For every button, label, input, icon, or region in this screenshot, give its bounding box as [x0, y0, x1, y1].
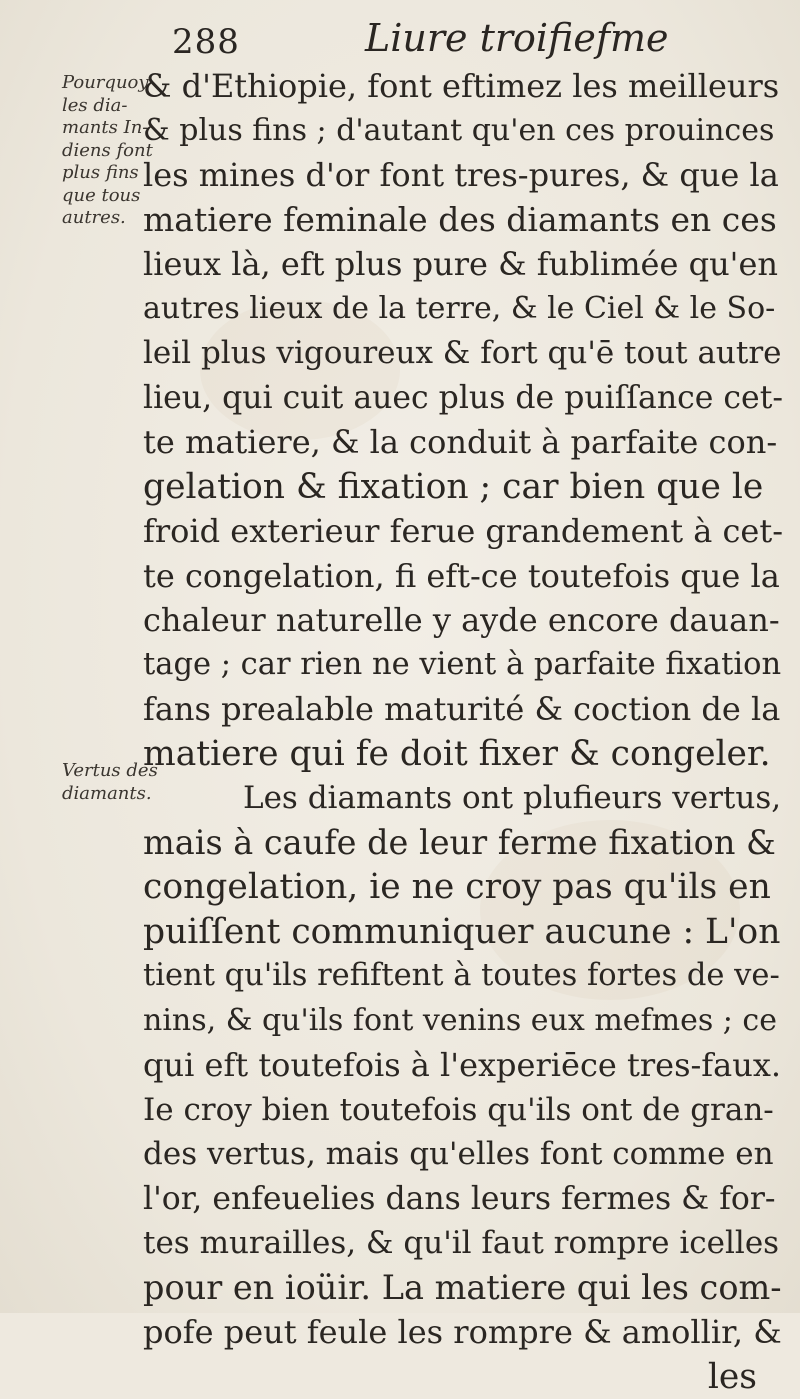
text-line: Ie croy bien toutefois qu'ils ont de gran- — [143, 1088, 783, 1133]
text-line: tes murailles, & qu'il faut rompre icelles — [143, 1221, 783, 1266]
margin-note-line: mants In- — [62, 117, 152, 140]
text-line: & plus fins ; d'autant qu'en ces prouinces — [143, 109, 783, 154]
text-line: mais à caufe de leur ferme fixation & — [143, 821, 783, 866]
margin-note-line: Vertus des — [62, 760, 152, 783]
text-line: qui eft toutefois à l'experiēce tres-faux. — [143, 1043, 783, 1088]
margin-note-line: diamants. — [62, 783, 152, 806]
text-line: fans prealable maturité & coction de la — [143, 687, 783, 732]
text-line: matiere qui fe doit fixer & congeler. — [143, 732, 783, 777]
margin-note-line: les dia- — [62, 95, 152, 118]
text-line: lieu, qui cuit auec plus de puiſſance cet- — [143, 376, 783, 421]
text-line: lieux là, eft plus pure & fublimée qu'en — [143, 242, 783, 287]
text-line: tage ; car rien ne vient à parfaite fixation — [143, 643, 783, 688]
text-line: chaleur naturelle y ayde encore dauan- — [143, 598, 783, 643]
text-line: les mines d'or font tres-pures, & que la — [143, 153, 783, 198]
text-line: pour en ioüir. La matiere qui les com- — [143, 1266, 783, 1311]
text-line: congelation, ie ne croy pas qu'ils en — [143, 865, 783, 910]
text-line: l'or, enfeuelies dans leurs fermes & for- — [143, 1177, 783, 1222]
margin-note-line: autres. — [62, 207, 152, 230]
margin-note-line: diens font — [62, 140, 152, 163]
text-line: froid exterieur ferue grandement à cet- — [143, 509, 783, 554]
margin-note-line: que tous — [62, 185, 152, 208]
text-line: gelation & fixation ; car bien que le — [143, 465, 783, 510]
page-header — [160, 14, 720, 64]
page-number: 288 — [172, 22, 240, 62]
text-line: puiſſent communiquer aucune : L'on — [143, 910, 783, 955]
text-line-paragraph-start: Les diamants ont plufieurs vertus, — [143, 776, 783, 821]
margin-note-pourquoy — [62, 72, 152, 230]
text-line: nins, & qu'ils font venins eux mefmes ; ce — [143, 999, 783, 1044]
text-line: te matiere, & la conduit à parfaite con- — [143, 420, 783, 465]
text-line: & d'Ethiopie, font eftimez les meilleurs — [143, 64, 783, 109]
margin-note-line: Pourquoy — [62, 72, 152, 95]
text-line: tient qu'ils refiftent à toutes fortes de ve- — [143, 954, 783, 999]
margin-note-line: plus fins — [62, 162, 152, 185]
text-line: autres lieux de la terre, & le Ciel & le So- — [143, 287, 783, 332]
catchword: les — [143, 1355, 783, 1399]
text-line: des vertus, mais qu'elles font comme en — [143, 1132, 783, 1177]
text-line: te congelation, fi eft-ce toutefois que la — [143, 554, 783, 599]
body-text — [143, 64, 783, 1399]
margin-note-vertus — [62, 760, 152, 805]
text-line: pofe peut feule les rompre & amollir, & — [143, 1310, 783, 1355]
text-line: matiere feminale des diamants en ces — [143, 198, 783, 243]
running-title: Liure troifiefme — [365, 16, 668, 60]
text-line: leil plus vigoureux & fort qu'ē tout autre — [143, 331, 783, 376]
